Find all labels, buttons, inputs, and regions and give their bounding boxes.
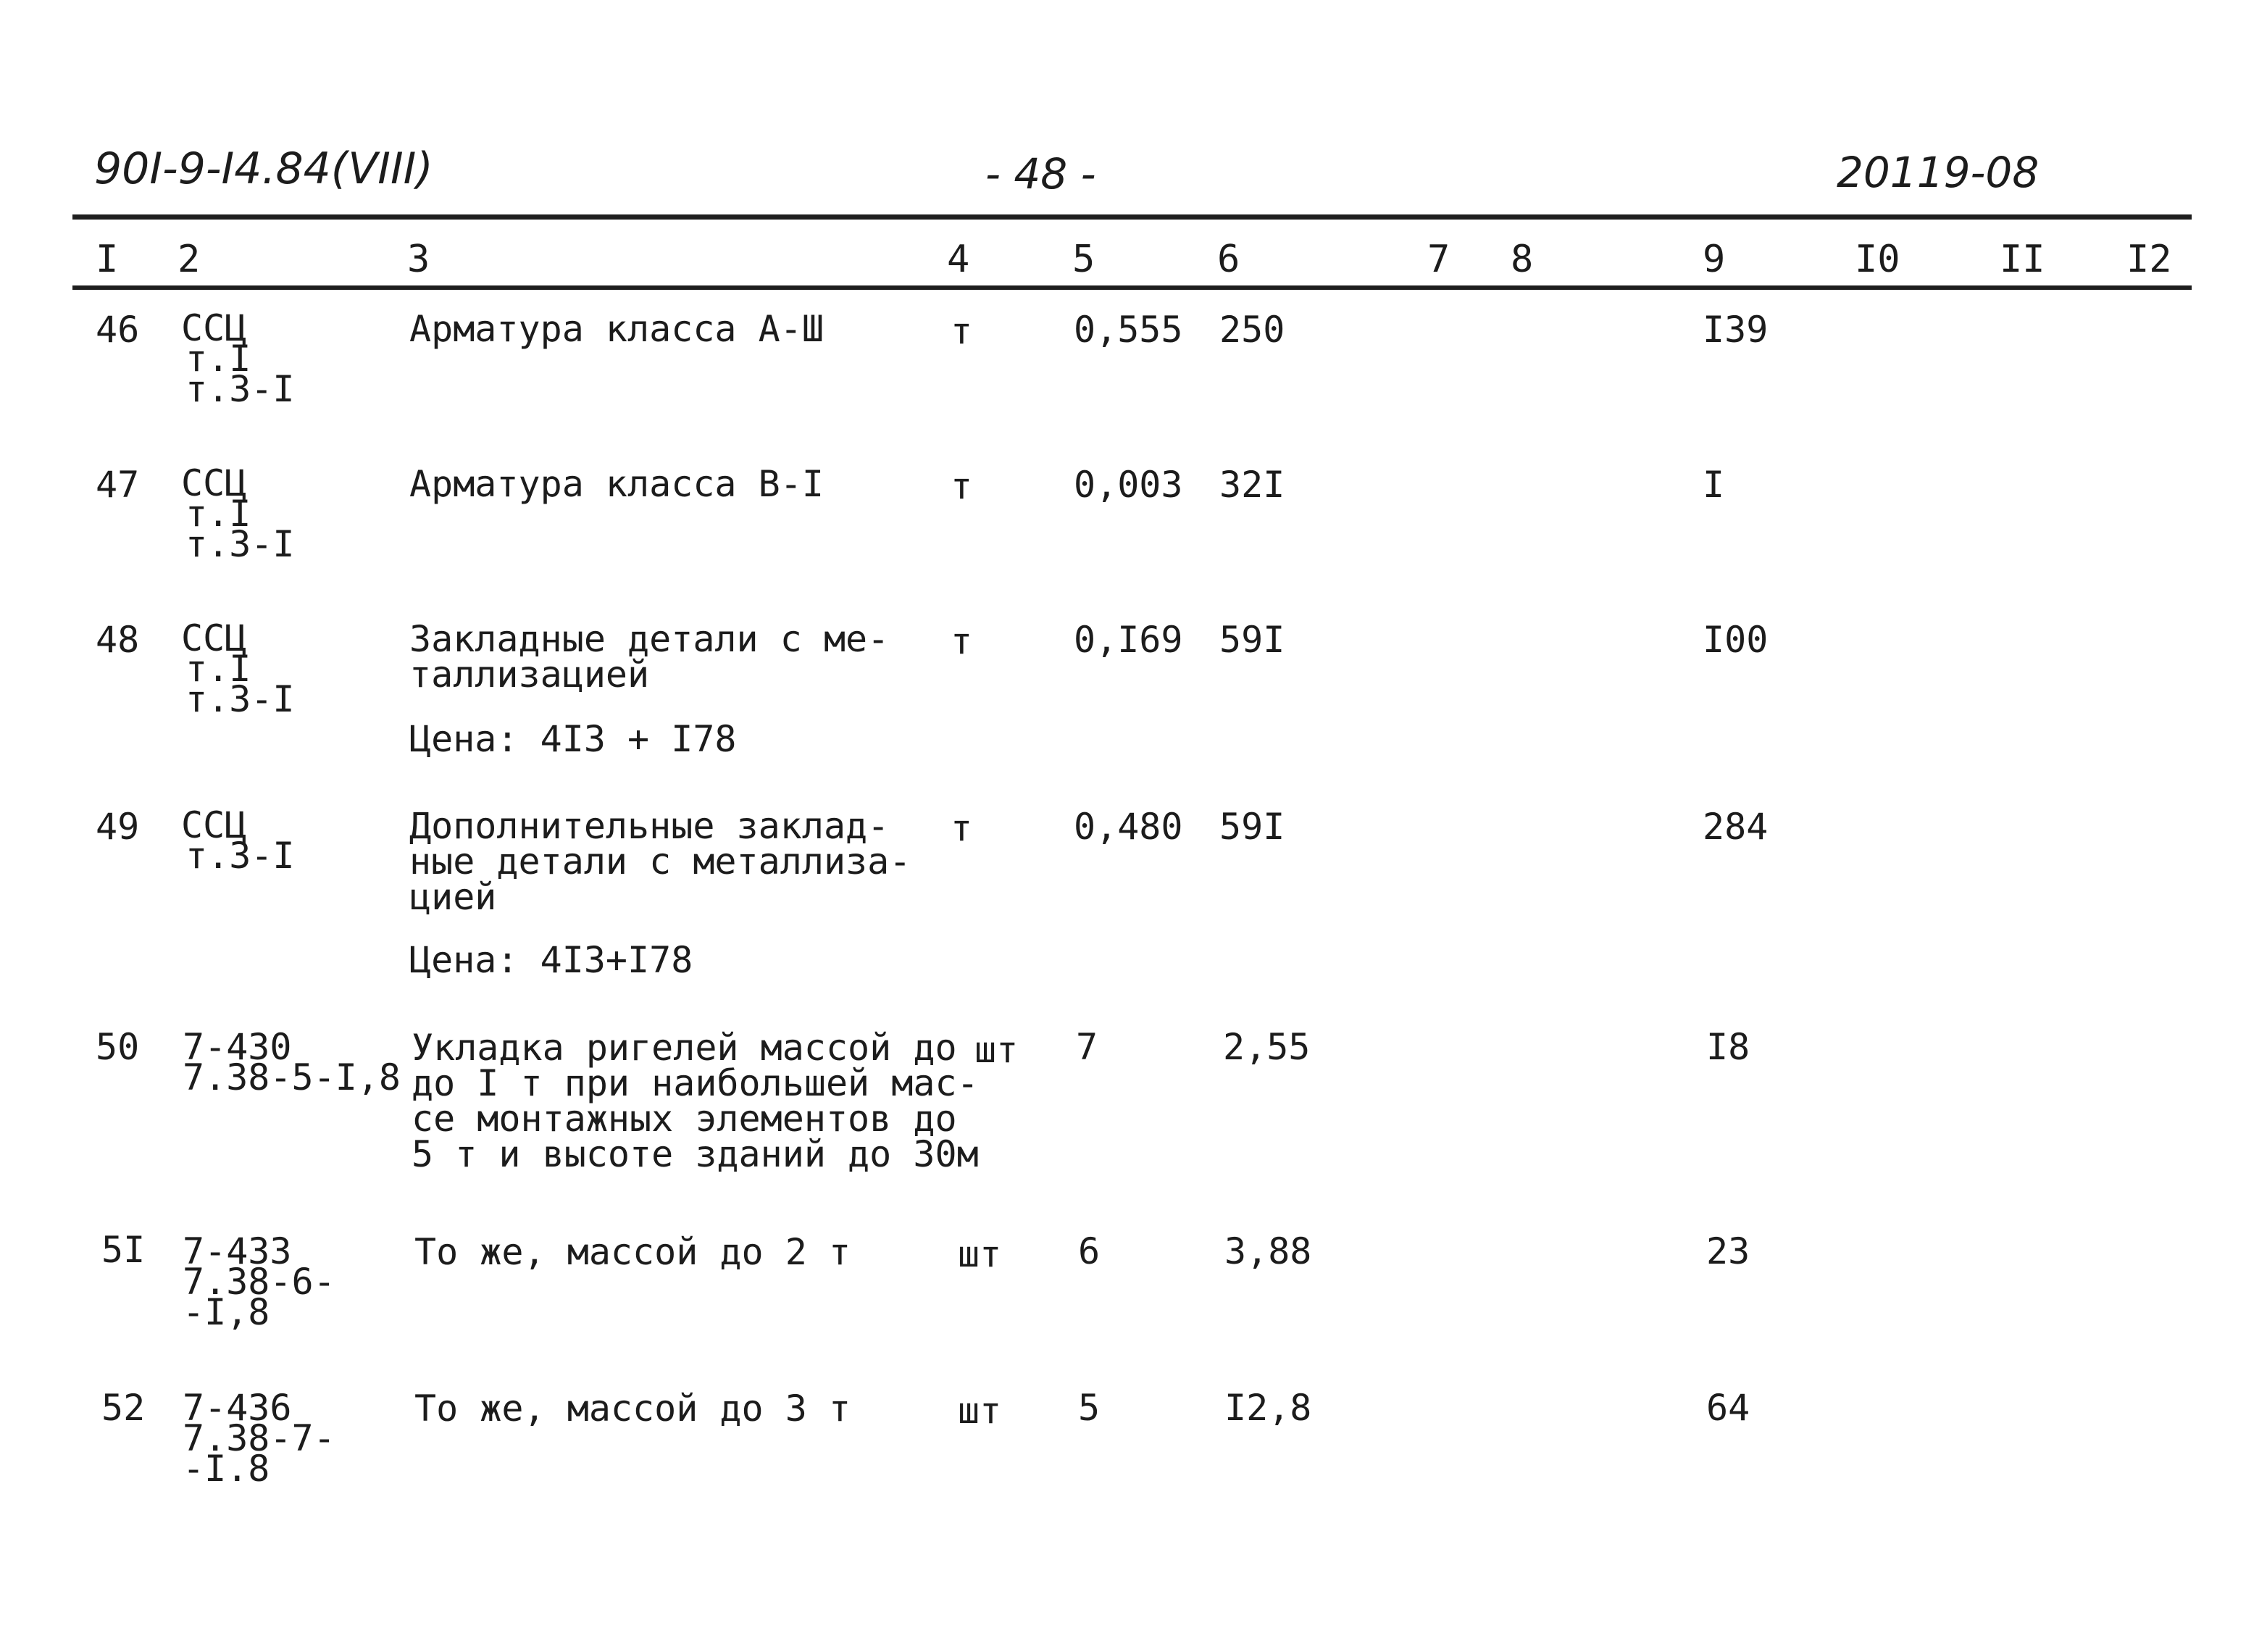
code-line: ССЦ <box>181 307 247 349</box>
code-line: 7.38-7- <box>183 1417 335 1459</box>
total-cell: I8 <box>1706 1026 1750 1068</box>
code-line: -I,8 <box>183 1291 270 1333</box>
unit-cell: шт <box>958 1233 1002 1275</box>
code-cell <box>183 1230 335 1333</box>
quantity-cell: 0,I69 <box>1074 619 1183 661</box>
code-cell <box>183 1387 335 1490</box>
quantity-cell: 5 <box>1078 1387 1101 1429</box>
total-cell: 23 <box>1706 1230 1750 1272</box>
total-cell: 284 <box>1703 806 1769 848</box>
code-cell <box>181 307 295 410</box>
column-header-10: I0 <box>1855 238 1900 281</box>
code-cell <box>181 617 295 720</box>
column-header-5: 5 <box>1072 238 1095 281</box>
column-header-2: 2 <box>178 238 201 281</box>
code-line: 7.38-5-I,8 <box>183 1056 401 1098</box>
row-number: 52 <box>101 1387 146 1429</box>
quantity-cell: 0,480 <box>1074 806 1183 848</box>
column-header-12: I2 <box>2126 238 2172 281</box>
price-cell: 59I <box>1219 619 1285 661</box>
unit-cell: т <box>951 807 973 849</box>
code-line: ССЦ <box>181 804 247 846</box>
row-number: 49 <box>96 806 140 848</box>
code-line: т.3-I <box>185 368 295 410</box>
code-line: 7-433 <box>183 1230 292 1272</box>
row-number: 50 <box>96 1026 140 1068</box>
code-line: 7.38-6- <box>183 1261 335 1303</box>
code-line: ССЦ <box>181 617 247 659</box>
column-header-3: 3 <box>407 238 430 281</box>
quantity-cell: 0,555 <box>1074 309 1183 351</box>
code-cell <box>181 804 295 877</box>
code-line: 7-430 <box>183 1026 292 1068</box>
code-line: т.I <box>185 493 251 535</box>
total-cell: I <box>1703 464 1725 506</box>
description-cell: То же, массой до 2 т <box>414 1231 851 1273</box>
total-cell: 64 <box>1706 1387 1750 1429</box>
unit-cell: т <box>951 310 973 352</box>
code-line: ССЦ <box>181 462 247 504</box>
code-line: 7-436 <box>183 1387 292 1429</box>
description-cell: Арматура класса А-Ш <box>409 308 824 350</box>
code-line: т.I <box>185 648 251 690</box>
unit-cell: т <box>951 465 973 507</box>
price-note: Цена: 4I3 + I78 <box>409 718 737 760</box>
total-cell: I00 <box>1703 619 1769 661</box>
description-cell: Закладные детали с ме- таллизацией <box>409 618 890 696</box>
row-number: 47 <box>96 464 140 506</box>
column-header-8: 8 <box>1511 238 1534 281</box>
unit-cell: т <box>951 620 973 662</box>
column-header-1: I <box>96 238 119 281</box>
column-header-6: 6 <box>1217 238 1240 281</box>
column-header-4: 4 <box>947 238 970 281</box>
column-header-9: 9 <box>1703 238 1726 281</box>
quantity-cell: 0,003 <box>1074 464 1183 506</box>
code-line: т.3-I <box>185 678 295 720</box>
document-code: 90I-9-I4.84(VIII) <box>94 143 433 194</box>
row-number: 5I <box>101 1229 146 1271</box>
row-number: 46 <box>96 309 140 351</box>
quantity-cell: 6 <box>1078 1230 1101 1272</box>
code-line: т.3-I <box>185 523 295 565</box>
quantity-cell: 7 <box>1076 1026 1098 1068</box>
unit-cell: шт <box>958 1390 1002 1432</box>
header-top-rule <box>72 214 2192 220</box>
code-cell <box>181 462 295 565</box>
column-header-11: II <box>2000 238 2045 281</box>
column-header-7: 7 <box>1427 238 1450 281</box>
code-cell <box>183 1026 401 1098</box>
total-cell: I39 <box>1703 309 1769 351</box>
reference-code: 20119-08 <box>1837 148 2040 197</box>
page-number: - 48 - <box>985 149 1096 199</box>
price-cell: 2,55 <box>1223 1026 1311 1068</box>
description-cell: Укладка ригелей массой до до I т при наибольшей мас- се монтажных элементов до 5 т и высоте зданий до 30м <box>412 1027 979 1175</box>
description-cell: Дополнительные заклад- ные детали с металлиза- цией <box>409 805 911 918</box>
price-cell: 3,88 <box>1224 1230 1312 1272</box>
price-cell: 250 <box>1219 309 1285 351</box>
code-line: т.3-I <box>185 835 295 877</box>
price-cell: I2,8 <box>1224 1387 1312 1429</box>
price-note: Цена: 4I3+I78 <box>409 939 693 981</box>
unit-cell: шт <box>974 1029 1019 1071</box>
description-cell: Арматура класса В-I <box>409 463 824 505</box>
row-number: 48 <box>96 619 140 661</box>
code-line: -I.8 <box>183 1448 270 1490</box>
description-cell: То же, массой до 3 т <box>414 1388 851 1430</box>
code-line: т.I <box>185 338 251 380</box>
price-cell: 32I <box>1219 464 1285 506</box>
price-cell: 59I <box>1219 806 1285 848</box>
header-bottom-rule <box>72 285 2192 290</box>
